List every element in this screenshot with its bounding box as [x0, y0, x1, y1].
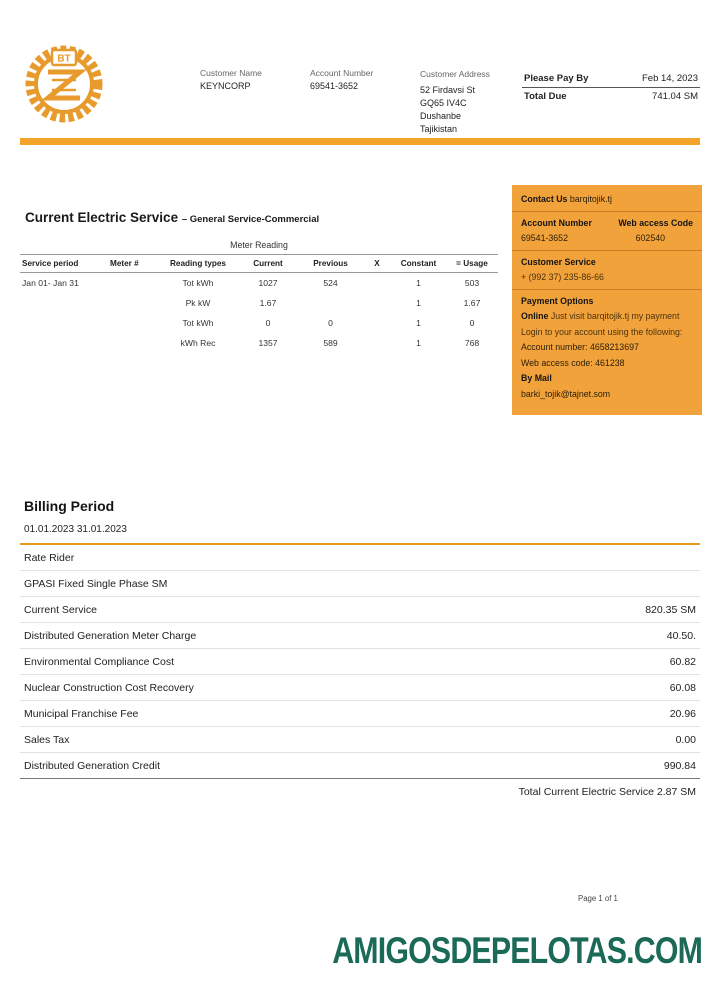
account-number-label: Account Number	[310, 68, 374, 78]
col-reading-types: Reading types	[158, 255, 238, 273]
contact-sidebar	[512, 185, 702, 415]
contact-us-line	[521, 193, 693, 206]
col-previous: Previous	[298, 255, 363, 273]
meter-header-row	[20, 255, 498, 273]
col-meter: Meter #	[108, 255, 158, 273]
total-due-value: 741.04 SM	[652, 91, 698, 102]
col-service-period: Service period	[20, 255, 108, 273]
billing-row	[20, 649, 700, 675]
customer-name-label: Customer Name	[200, 68, 262, 78]
cell-usage: 768	[464, 338, 480, 348]
total-due-row	[522, 88, 700, 105]
cell-current: 1.67	[259, 298, 277, 308]
billing-label: Rate Rider	[24, 551, 75, 564]
pay-by-date: Feb 14, 2023	[642, 73, 698, 84]
address-line: Dushanbe	[420, 111, 462, 121]
login-web-access: Web access code: 461238	[521, 357, 625, 368]
billing-total: Total Current Electric Service 2.87 SM	[518, 786, 696, 798]
header-divider-bar	[20, 138, 700, 145]
billing-row	[20, 571, 700, 597]
account-webaccess-headers	[521, 217, 693, 230]
online-label: Online	[521, 311, 549, 321]
cell-period	[20, 333, 108, 353]
cell-type: Pk kW	[185, 298, 211, 308]
cell-previous: 524	[323, 278, 338, 288]
cell-constant: 1	[416, 338, 421, 348]
page-number: Page 1 of 1	[578, 894, 618, 903]
payment-summary	[522, 70, 700, 105]
billing-label: Distributed Generation Credit	[24, 759, 160, 772]
cell-period	[20, 293, 108, 313]
total-due-label: Total Due	[524, 91, 567, 102]
col-current: Current	[238, 255, 298, 273]
billing-value: 20.96	[669, 707, 696, 720]
cell-current: 1357	[258, 338, 278, 348]
table-row	[20, 313, 498, 333]
billing-period-title: Billing Period	[24, 498, 115, 514]
billing-label: Distributed Generation Meter Charge	[24, 629, 197, 642]
gear-logo-icon	[22, 42, 106, 126]
sidebar-account-value: 69541-3652	[521, 233, 568, 243]
online-payment-line	[521, 310, 693, 323]
col-usage: = Usage	[446, 255, 498, 273]
cell-x	[363, 313, 391, 333]
pay-by-label: Please Pay By	[524, 73, 589, 84]
pay-by-row	[522, 70, 700, 88]
meter-reading-table	[20, 240, 498, 353]
billing-value: 990.84	[663, 759, 696, 772]
login-instruction: Login to your account using the following:	[521, 326, 683, 337]
billing-row	[20, 701, 700, 727]
cell-type: kWh Rec	[180, 338, 216, 348]
company-logo	[22, 42, 106, 126]
billing-label: Nuclear Construction Cost Recovery	[24, 681, 194, 694]
cell-current: 1027	[258, 278, 278, 288]
cell-previous: 589	[323, 338, 338, 348]
billing-row	[20, 545, 700, 571]
address-line: GQ65 IV4C	[420, 98, 467, 108]
customer-service-phone: + (992 37) 235-86-66	[521, 272, 604, 282]
cell-current: 0	[265, 318, 271, 328]
billing-label: GPASI Fixed Single Phase SM	[24, 577, 168, 590]
cell-period	[20, 313, 108, 333]
cell-meter	[108, 313, 158, 333]
billing-value: 60.08	[669, 681, 696, 694]
cell-usage: 1.67	[463, 298, 481, 308]
billing-value: 820.35 SM	[645, 603, 696, 616]
sidebar-webaccess-label: Web access Code	[618, 217, 693, 228]
cell-constant: 1	[416, 278, 421, 288]
cell-constant: 1	[416, 318, 421, 328]
cell-type: Tot kWh	[182, 278, 214, 288]
billing-row	[20, 753, 700, 779]
cell-meter	[108, 293, 158, 313]
online-text: Just visit barqitojik.tj my payment	[548, 311, 680, 321]
sidebar-account-label: Account Number	[521, 217, 592, 228]
billing-value: 60.82	[669, 655, 696, 668]
billing-value: 40.50.	[666, 629, 696, 642]
cell-usage: 0	[469, 318, 475, 328]
sidebar-webaccess-value: 602540	[635, 233, 665, 243]
watermark-text: AMIGOSDEPELOTAS.COM	[332, 930, 702, 971]
cell-type: Tot kWh	[182, 318, 214, 328]
billing-period-section	[20, 498, 700, 798]
billing-label: Sales Tax	[24, 733, 70, 746]
col-constant: Constant	[391, 255, 446, 273]
billing-label: Current Service	[24, 603, 97, 616]
cell-x	[363, 273, 391, 294]
cell-previous	[298, 293, 363, 313]
col-x: X	[363, 255, 391, 273]
table-row	[20, 273, 498, 294]
billing-period-dates: 01.01.2023 31.01.2023	[24, 524, 127, 535]
billing-row	[20, 623, 700, 649]
address-line: Tajikistan	[420, 124, 458, 134]
login-account-number: Account number: 4658213697	[521, 342, 639, 352]
cell-meter	[108, 273, 158, 294]
billing-row	[20, 727, 700, 753]
customer-service-label: Customer Service	[521, 256, 596, 267]
service-title-text: Current Electric Service	[25, 210, 182, 225]
by-mail-value: barki_tojik@tajnet.som	[521, 388, 611, 399]
address-line: 52 Firdavsi St	[420, 85, 476, 95]
cell-period: Jan 01- Jan 31	[22, 278, 79, 288]
customer-name-block	[200, 68, 296, 136]
billing-row	[20, 597, 700, 623]
cell-usage: 503	[464, 278, 480, 288]
billing-label: Municipal Franchise Fee	[24, 707, 139, 720]
billing-label: Environmental Compliance Cost	[24, 655, 174, 668]
customer-address-label: Customer Address	[420, 69, 490, 79]
by-mail-label: By Mail	[521, 373, 552, 383]
cell-previous: 0	[328, 318, 333, 328]
service-subtitle-text: – General Service-Commercial	[181, 214, 320, 225]
cell-x	[363, 293, 391, 313]
logo-badge-text: BT	[57, 53, 71, 65]
cell-x	[363, 333, 391, 353]
cell-constant: 1	[416, 298, 421, 308]
table-row	[20, 293, 498, 313]
cell-meter	[108, 333, 158, 353]
table-row	[20, 333, 498, 353]
contact-us-value: barqitojik.tj	[569, 194, 612, 204]
account-number-value: 69541-3652	[310, 81, 359, 91]
billing-value: 0.00	[675, 733, 696, 746]
meter-reading-caption: Meter Reading	[230, 240, 288, 250]
header-info	[200, 68, 544, 136]
customer-name-value: KEYNCORP	[200, 81, 251, 91]
account-webaccess-values	[521, 232, 693, 245]
service-section-title	[25, 210, 319, 225]
billing-row	[20, 675, 700, 701]
contact-us-label: Contact Us	[521, 194, 568, 204]
payment-options-label: Payment Options	[521, 295, 594, 306]
account-number-block	[310, 68, 406, 136]
customer-address-block	[420, 68, 530, 136]
